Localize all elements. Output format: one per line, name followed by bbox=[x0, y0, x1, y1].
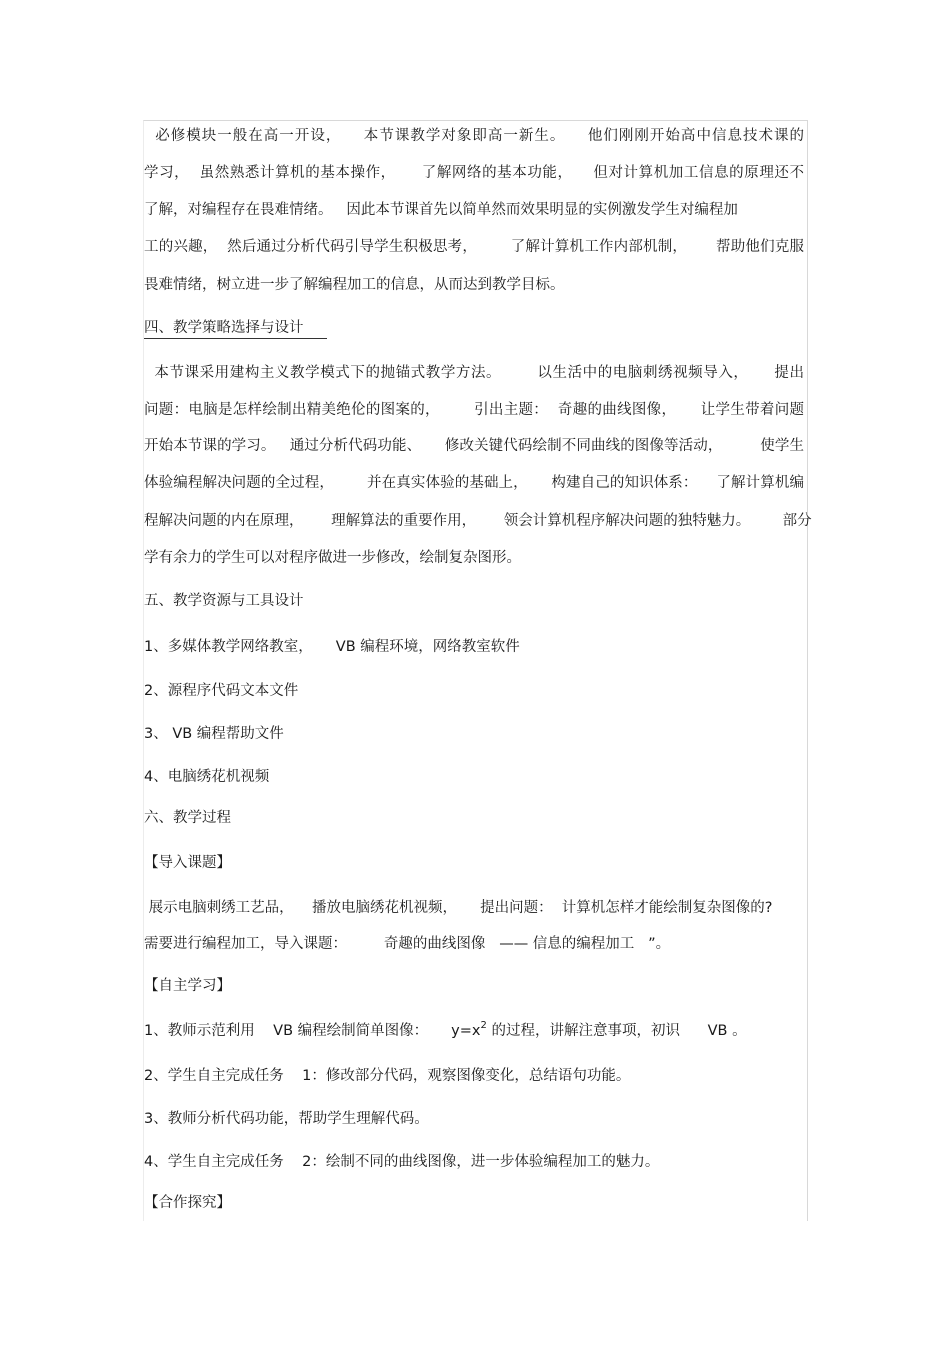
self-study-item-1-prefix: 1、教师示范利用 VB 编程绘制简单图像： y=x bbox=[144, 1023, 481, 1039]
self-study-item-3: 3、教师分析代码功能，帮助学生理解代码。 bbox=[144, 1111, 429, 1127]
strategy-line-5: 程解决问题的内在原理， 理解算法的重要作用， 领会计算机程序解决问题的独特魅力。 部分 bbox=[144, 513, 812, 529]
resource-item-2: 2、源程序代码文本文件 bbox=[144, 683, 299, 699]
strategy-line-6: 学有余力的学生可以对程序做进一步修改，绘制复杂图形。 bbox=[144, 550, 521, 566]
self-study-heading: 【自主学习】 bbox=[144, 978, 231, 994]
section5-title: 五、教学资源与工具设计 bbox=[144, 593, 304, 609]
resource-item-3: 3、 VB 编程帮助文件 bbox=[144, 726, 284, 742]
self-study-item-4: 4、学生自主完成任务 2：绘制不同的曲线图像，进一步体验编程加工的魅力。 bbox=[144, 1154, 660, 1170]
resource-item-4: 4、电脑绣花机视频 bbox=[144, 769, 270, 785]
intro-line-1: 必修模块一般在高一开设， 本节课教学对象即高一新生。 他们刚刚开始高中信息技术课的 bbox=[144, 128, 804, 144]
self-study-item-2: 2、学生自主完成任务 1：修改部分代码，观察图像变化，总结语句功能。 bbox=[144, 1068, 631, 1084]
section6-title: 六、教学过程 bbox=[144, 810, 231, 826]
intro-line-3: 了解，对编程存在畏难情绪。 因此本节课首先以简单然而效果明显的实例激发学生对编程加 bbox=[144, 202, 738, 218]
strategy-line-3: 开始本节课的学习。 通过分析代码功能、 修改关键代码绘制不同曲线的图像等活动， 使学生 bbox=[144, 438, 804, 454]
intro-line-2: 学习， 虽然熟悉计算机的基本操作， 了解网络的基本功能， 但对计算机加工信息的原理还不 bbox=[144, 165, 804, 181]
exponent: 2 bbox=[480, 1020, 487, 1031]
self-study-item-1 bbox=[144, 1021, 747, 1041]
intro-line-4: 工的兴趣， 然后通过分析代码引导学生积极思考， 了解计算机工作内部机制， 帮助他们克服 bbox=[144, 239, 804, 255]
strategy-line-2: 问题：电脑是怎样绘制出精美绝伦的图案的， 引出主题： 奇趣的曲线图像， 让学生带着问题 bbox=[144, 402, 804, 418]
resource-item-1: 1、多媒体教学网络教室， VB 编程环境，网络教室软件 bbox=[144, 639, 520, 655]
strategy-line-1: 本节课采用建构主义教学模式下的抛锚式教学方法。 以生活中的电脑刺绣视频导入， 提出 bbox=[144, 365, 804, 381]
intro-line-5: 畏难情绪，树立进一步了解编程加工的信息，从而达到教学目标。 bbox=[144, 277, 565, 293]
section4-underline bbox=[144, 338, 327, 339]
section4-title: 四、教学策略选择与设计 bbox=[144, 320, 304, 336]
intro-text-line-1: 展示电脑刺绣工艺品， 播放电脑绣花机视频， 提出问题： 计算机怎样才能绘制复杂图像的? bbox=[144, 900, 773, 916]
self-study-item-1-suffix: 的过程，讲解注意事项，初识 VB 。 bbox=[486, 1023, 747, 1039]
coop-heading: 【合作探究】 bbox=[144, 1195, 231, 1211]
strategy-line-4: 体验编程解决问题的全过程， 并在真实体验的基础上， 构建自己的知识体系： 了解计算机编 bbox=[144, 475, 804, 491]
intro-heading: 【导入课题】 bbox=[144, 855, 231, 871]
intro-text-line-2: 需要进行编程加工，导入课题： 奇趣的曲线图像 —— 信息的编程加工 ”。 bbox=[144, 936, 671, 952]
